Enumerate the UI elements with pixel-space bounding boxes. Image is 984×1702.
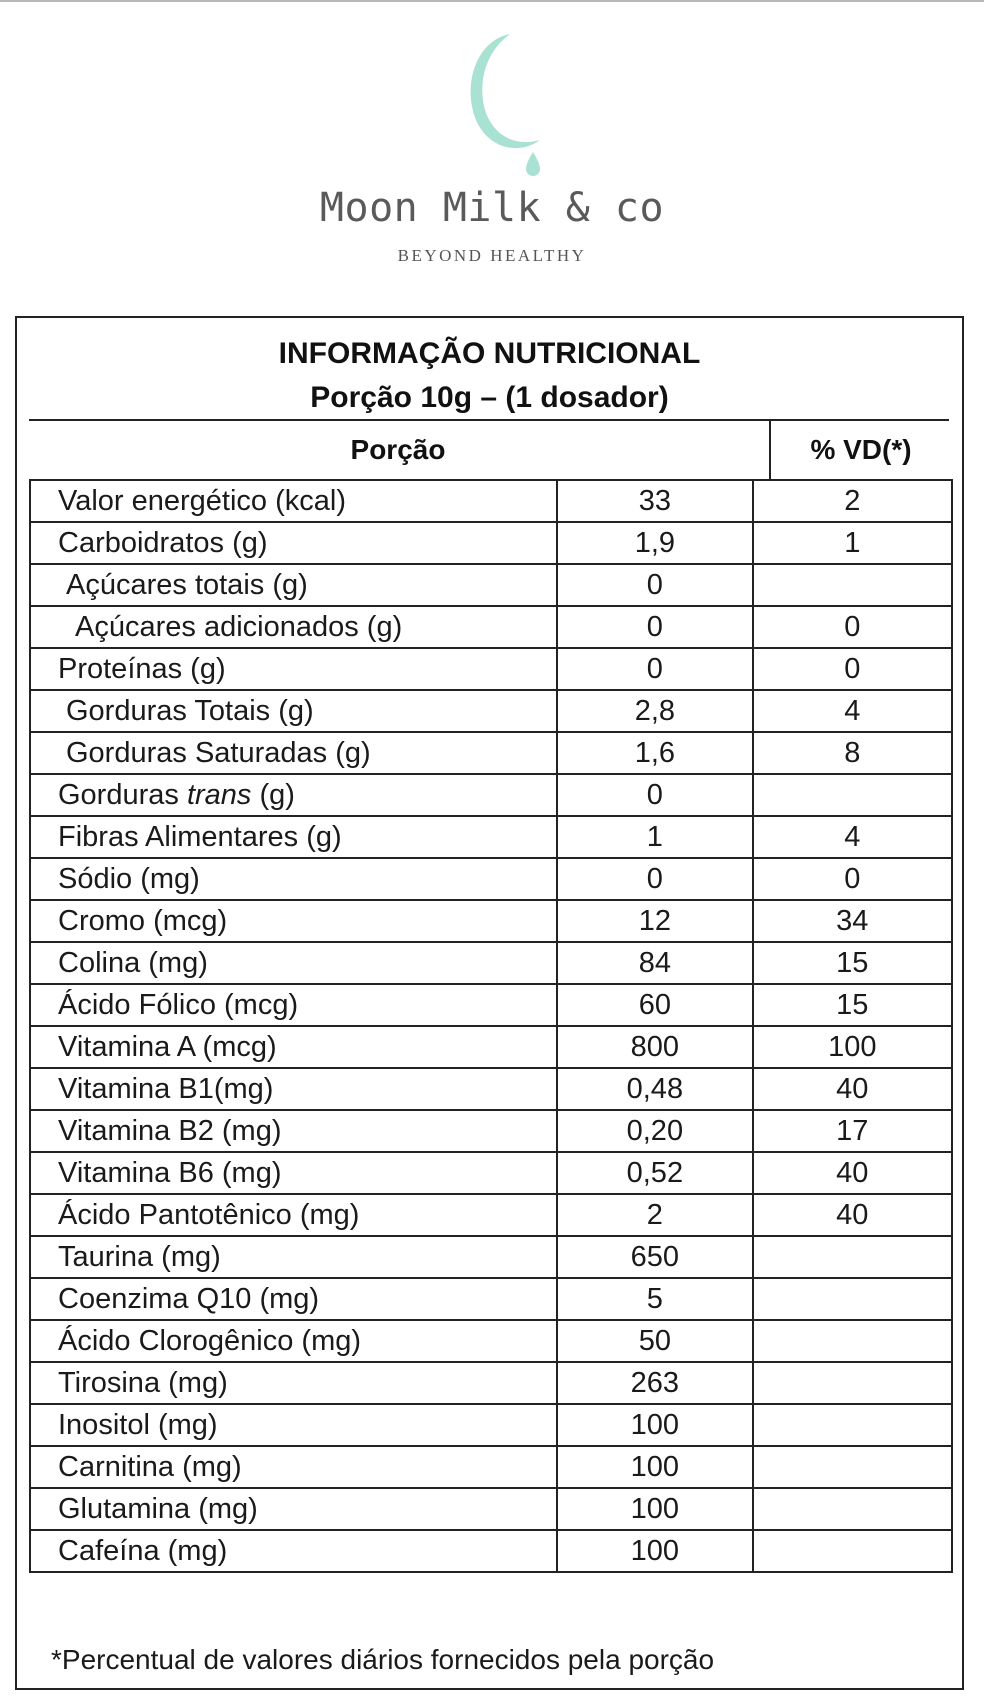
brand-tagline: BEYOND HEALTHY [397, 246, 587, 265]
nutrient-amount: 0 [557, 774, 752, 816]
nutrition-table [29, 479, 953, 1573]
nutrient-amount: 0 [557, 648, 752, 690]
nutrient-label: Vitamina B1(mg) [30, 1068, 557, 1110]
nutrient-daily-value: 40 [753, 1152, 952, 1194]
nutrient-daily-value: 4 [753, 690, 952, 732]
nutrient-daily-value [753, 774, 952, 816]
nutrient-amount: 12 [557, 900, 752, 942]
nutrient-amount: 84 [557, 942, 752, 984]
nutrient-label: Colina (mg) [30, 942, 557, 984]
table-row [30, 1488, 952, 1530]
nutrient-amount: 0 [557, 564, 752, 606]
nutrient-label: Sódio (mg) [30, 858, 557, 900]
nutrient-label: Cafeína (mg) [30, 1530, 557, 1572]
nutrient-label: Gorduras Saturadas (g) [30, 732, 557, 774]
table-row [30, 942, 952, 984]
nutrient-amount: 2,8 [557, 690, 752, 732]
nutrient-daily-value: 40 [753, 1194, 952, 1236]
nutrient-daily-value [753, 1446, 952, 1488]
header-daily-value: % VD(*) [769, 421, 951, 479]
table-row [30, 606, 952, 648]
nutrient-label: Carboidratos (g) [30, 522, 557, 564]
nutrient-daily-value: 15 [753, 984, 952, 1026]
nutrient-daily-value [753, 1362, 952, 1404]
nutrient-amount: 50 [557, 1320, 752, 1362]
nutrient-amount: 1,6 [557, 732, 752, 774]
nutrient-daily-value [753, 1530, 952, 1572]
table-row [30, 480, 952, 522]
nutrient-daily-value: 4 [753, 816, 952, 858]
nutrient-amount: 60 [557, 984, 752, 1026]
top-divider [0, 0, 984, 2]
nutrient-amount: 800 [557, 1026, 752, 1068]
nutrient-daily-value: 15 [753, 942, 952, 984]
nutrient-label: Coenzima Q10 (mg) [30, 1278, 557, 1320]
nutrient-amount: 0,48 [557, 1068, 752, 1110]
table-row [30, 1068, 952, 1110]
nutrient-label: Gorduras Totais (g) [30, 690, 557, 732]
table-row [30, 1530, 952, 1572]
nutrient-label: Açúcares totais (g) [30, 564, 557, 606]
table-row [30, 1362, 952, 1404]
table-row [30, 1320, 952, 1362]
nutrient-daily-value: 40 [753, 1068, 952, 1110]
nutrient-label: Fibras Alimentares (g) [30, 816, 557, 858]
nutrient-label: Ácido Pantotênico (mg) [30, 1194, 557, 1236]
table-row [30, 900, 952, 942]
footnote: *Percentual de valores diários fornecidos pela porção [51, 1644, 715, 1675]
table-row [30, 1278, 952, 1320]
nutrient-label: Proteínas (g) [30, 648, 557, 690]
crescent-moon-drop-icon [432, 28, 552, 178]
table-row [30, 858, 952, 900]
nutrient-label: Inositol (mg) [30, 1404, 557, 1446]
nutrient-amount: 263 [557, 1362, 752, 1404]
table-row [30, 1110, 952, 1152]
nutrient-daily-value: 34 [753, 900, 952, 942]
nutrient-amount: 33 [557, 480, 752, 522]
nutrient-label: Taurina (mg) [30, 1236, 557, 1278]
nutrient-amount: 100 [557, 1446, 752, 1488]
table-row [30, 732, 952, 774]
table-row [30, 1404, 952, 1446]
table-header [29, 421, 949, 479]
table-row [30, 648, 952, 690]
nutrient-amount: 0 [557, 858, 752, 900]
nutrient-daily-value [753, 1488, 952, 1530]
nutrient-amount: 5 [557, 1278, 752, 1320]
table-row [30, 1194, 952, 1236]
panel-heading [17, 332, 962, 420]
nutrient-daily-value: 100 [753, 1026, 952, 1068]
table-row [30, 690, 952, 732]
nutrient-daily-value [753, 1404, 952, 1446]
nutrient-amount: 100 [557, 1404, 752, 1446]
nutrient-label: Vitamina A (mcg) [30, 1026, 557, 1068]
table-row [30, 1446, 952, 1488]
nutrient-label: Açúcares adicionados (g) [30, 606, 557, 648]
nutrient-daily-value [753, 1236, 952, 1278]
nutrient-label: Tirosina (mg) [30, 1362, 557, 1404]
table-row [30, 522, 952, 564]
brand-logo [0, 28, 984, 266]
nutrient-daily-value: 0 [753, 858, 952, 900]
nutrient-amount: 100 [557, 1530, 752, 1572]
panel-subtitle: Porção 10g – (1 dosador) [310, 381, 669, 414]
nutrient-label-emphasis: trans [186, 779, 252, 811]
nutrient-daily-value [753, 1278, 952, 1320]
nutrient-label-suffix: (g) [251, 779, 295, 811]
nutrient-label: Vitamina B6 (mg) [30, 1152, 557, 1194]
table-row [30, 564, 952, 606]
table-row [30, 984, 952, 1026]
nutrient-daily-value: 2 [753, 480, 952, 522]
table-row [30, 1152, 952, 1194]
nutrient-amount: 0,52 [557, 1152, 752, 1194]
nutrient-daily-value [753, 564, 952, 606]
nutrient-label: Carnitina (mg) [30, 1446, 557, 1488]
nutrient-daily-value: 0 [753, 606, 952, 648]
nutrient-daily-value: 8 [753, 732, 952, 774]
nutrient-label: Ácido Fólico (mcg) [30, 984, 557, 1026]
nutrient-amount: 100 [557, 1488, 752, 1530]
nutrient-amount: 0,20 [557, 1110, 752, 1152]
nutrient-label [30, 774, 557, 816]
nutrient-amount: 2 [557, 1194, 752, 1236]
panel-title: INFORMAÇÃO NUTRICIONAL [278, 337, 701, 370]
table-row [30, 1026, 952, 1068]
nutrient-label: Glutamina (mg) [30, 1488, 557, 1530]
table-row [30, 774, 952, 816]
nutrient-amount: 0 [557, 606, 752, 648]
nutrient-amount: 1 [557, 816, 752, 858]
nutrient-label: Ácido Clorogênico (mg) [30, 1320, 557, 1362]
table-row [30, 816, 952, 858]
nutrient-label: Valor energético (kcal) [30, 480, 557, 522]
nutrient-label-prefix: Gorduras [58, 779, 187, 811]
nutrient-amount: 1,9 [557, 522, 752, 564]
nutrient-daily-value: 0 [753, 648, 952, 690]
nutrient-daily-value: 1 [753, 522, 952, 564]
nutrition-facts-panel [15, 316, 964, 1690]
nutrient-label: Cromo (mcg) [30, 900, 557, 942]
nutrient-label: Vitamina B2 (mg) [30, 1110, 557, 1152]
nutrient-daily-value [753, 1320, 952, 1362]
nutrient-daily-value: 17 [753, 1110, 952, 1152]
nutrient-amount: 650 [557, 1236, 752, 1278]
table-row [30, 1236, 952, 1278]
brand-name: Moon Milk & co [319, 185, 665, 231]
header-portion: Porção [350, 434, 446, 465]
